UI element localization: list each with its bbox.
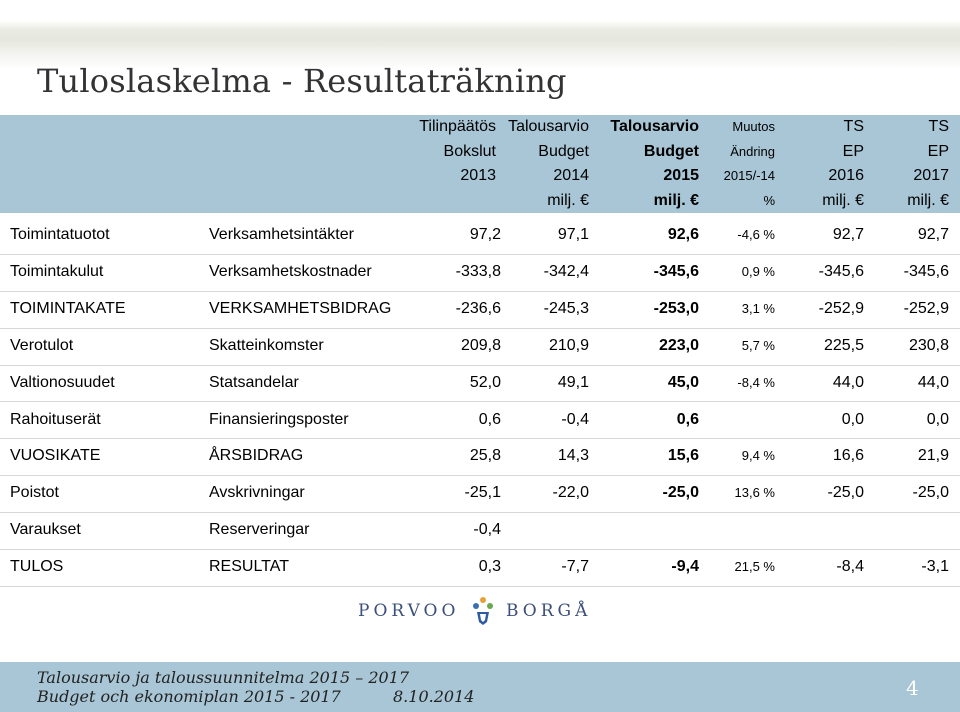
table-row bbox=[0, 512, 960, 550]
header-text: EP bbox=[842, 142, 864, 160]
value-change: -8,4 % bbox=[737, 374, 775, 390]
value-2013: 209,8 bbox=[460, 336, 501, 354]
table-row bbox=[0, 328, 960, 366]
row-label-sv: Verksamhetskostnader bbox=[209, 262, 372, 280]
logo-left-text: PORVOO bbox=[358, 601, 460, 621]
header-col-change bbox=[724, 115, 775, 213]
header-text: 2013 bbox=[460, 167, 496, 184]
header-text bbox=[419, 189, 496, 214]
value-2016: -8,4 bbox=[836, 558, 864, 576]
value-2014: 49,1 bbox=[557, 373, 589, 391]
footer-line-2: Budget och ekonomiplan 2015 - 2017 bbox=[37, 687, 341, 706]
value-2016: -252,9 bbox=[818, 299, 864, 317]
header-text: EP bbox=[927, 142, 949, 160]
value-2013: -333,8 bbox=[455, 262, 501, 280]
row-label-sv: Finansieringsposter bbox=[209, 410, 349, 428]
value-2015: 92,6 bbox=[667, 226, 699, 243]
row-label-fi: Varaukset bbox=[10, 521, 81, 539]
row-label-fi: Poistot bbox=[10, 484, 59, 502]
header-text: Tilinpäätös bbox=[419, 118, 496, 135]
row-label-fi: Toimintakulut bbox=[10, 262, 104, 280]
row-label-sv: RESULTAT bbox=[209, 558, 290, 576]
value-2014: 14,3 bbox=[557, 447, 589, 465]
table-row bbox=[0, 549, 960, 587]
value-2013: 25,8 bbox=[469, 447, 501, 465]
row-label-fi: TULOS bbox=[10, 558, 64, 576]
value-2014: -245,3 bbox=[543, 299, 589, 317]
value-2017: -3,1 bbox=[921, 558, 949, 576]
value-2017: 0,0 bbox=[926, 410, 949, 428]
value-2017: -25,0 bbox=[912, 484, 949, 502]
header-text: Ändring bbox=[730, 143, 775, 159]
value-2013: 0,6 bbox=[478, 410, 501, 428]
value-2013: -0,4 bbox=[473, 521, 501, 539]
table-row bbox=[0, 402, 960, 440]
value-2015: 15,6 bbox=[667, 447, 699, 465]
value-change: 3,1 % bbox=[741, 300, 775, 316]
logo-right-text: BORGÅ bbox=[506, 601, 592, 621]
header-text: Budget bbox=[538, 142, 589, 160]
value-2014: -0,4 bbox=[561, 410, 589, 428]
value-2015: 223,0 bbox=[658, 336, 699, 354]
table-header bbox=[0, 115, 960, 213]
header-text: 2016 bbox=[828, 167, 864, 184]
value-2016: 44,0 bbox=[832, 373, 864, 391]
value-change: 9,4 % bbox=[741, 448, 775, 464]
value-2017: -252,9 bbox=[903, 299, 949, 317]
header-col-2016 bbox=[822, 115, 864, 213]
table-row bbox=[0, 438, 960, 476]
header-text: Talousarvio bbox=[610, 118, 699, 135]
row-label-sv: Reserveringar bbox=[209, 521, 310, 539]
value-2013: 97,2 bbox=[469, 226, 501, 243]
value-2016: 225,5 bbox=[823, 336, 864, 354]
table-row bbox=[0, 475, 960, 513]
table-row bbox=[0, 291, 960, 329]
value-2015: -253,0 bbox=[653, 299, 699, 317]
header-text: 2015/-14 bbox=[723, 168, 775, 183]
value-2017: 21,9 bbox=[917, 447, 949, 465]
footer-date: 8.10.2014 bbox=[393, 687, 475, 706]
value-change: 21,5 % bbox=[734, 559, 775, 575]
header-text: Bokslut bbox=[443, 142, 496, 160]
header-text: TS bbox=[928, 118, 949, 135]
logo-emblem-icon bbox=[473, 597, 493, 625]
row-label-fi: Valtionosuudet bbox=[10, 373, 115, 391]
row-label-fi: Verotulot bbox=[10, 336, 74, 354]
value-2013: -236,6 bbox=[455, 299, 501, 317]
value-2015: -345,6 bbox=[653, 262, 699, 280]
value-2015: 0,6 bbox=[676, 410, 699, 428]
header-text: milj. € bbox=[907, 191, 949, 209]
value-2014: 210,9 bbox=[548, 336, 589, 354]
row-label-fi: TOIMINTAKATE bbox=[10, 299, 126, 317]
header-col-2017 bbox=[907, 115, 949, 213]
row-label-sv: Verksamhetsintäkter bbox=[209, 226, 354, 243]
value-2014: -7,7 bbox=[561, 558, 589, 576]
table-row bbox=[0, 365, 960, 403]
row-label-fi: VUOSIKATE bbox=[10, 447, 101, 465]
value-2017: 92,7 bbox=[917, 226, 949, 243]
row-label-sv: Avskrivningar bbox=[209, 484, 305, 502]
header-text: 2014 bbox=[553, 167, 589, 184]
header-col-2014 bbox=[508, 115, 589, 213]
value-2016: 16,6 bbox=[832, 447, 864, 465]
value-change: -4,6 % bbox=[737, 227, 775, 242]
value-2017: 230,8 bbox=[908, 336, 949, 354]
row-label-sv: Skatteinkomster bbox=[209, 336, 324, 354]
header-text: milj. € bbox=[822, 191, 864, 209]
header-text: Budget bbox=[643, 142, 699, 160]
row-label-fi: Toimintatuotot bbox=[10, 226, 110, 243]
header-text: Talousarvio bbox=[508, 118, 589, 135]
header-text: Muutos bbox=[732, 119, 775, 134]
value-2016: 92,7 bbox=[832, 226, 864, 243]
table-row bbox=[0, 217, 960, 255]
header-text: milj. € bbox=[547, 191, 589, 209]
value-2013: 0,3 bbox=[478, 558, 501, 576]
header-text: 2017 bbox=[913, 167, 949, 184]
header-col-2013 bbox=[419, 115, 496, 213]
header-text: TS bbox=[843, 118, 864, 135]
page-number: 4 bbox=[906, 676, 919, 700]
row-label-sv: Statsandelar bbox=[209, 373, 299, 391]
value-2015: -9,4 bbox=[671, 558, 699, 576]
value-2014: 97,1 bbox=[557, 226, 589, 243]
value-change: 5,7 % bbox=[741, 337, 775, 353]
value-2017: 44,0 bbox=[917, 373, 949, 391]
value-2015: -25,0 bbox=[662, 484, 699, 502]
value-2016: -25,0 bbox=[827, 484, 864, 502]
header-text: milj. € bbox=[653, 191, 699, 209]
header-col-2015 bbox=[610, 115, 699, 213]
value-2017: -345,6 bbox=[903, 262, 949, 280]
value-2013: 52,0 bbox=[469, 373, 501, 391]
row-label-sv: ÅRSBIDRAG bbox=[209, 447, 304, 465]
value-2013: -25,1 bbox=[464, 484, 501, 502]
value-2014: -342,4 bbox=[543, 262, 589, 280]
row-label-sv: VERKSAMHETSBIDRAG bbox=[209, 299, 392, 317]
porvoo-borga-logo bbox=[358, 590, 604, 630]
row-label-fi: Rahoituserät bbox=[10, 410, 101, 428]
value-2016: 0,0 bbox=[841, 410, 864, 428]
value-2014: -22,0 bbox=[552, 484, 589, 502]
value-2015: 45,0 bbox=[667, 373, 699, 391]
value-change: 13,6 % bbox=[734, 485, 775, 501]
slide-title: Tuloslaskelma - Resultaträkning bbox=[37, 62, 567, 100]
header-text: % bbox=[763, 192, 775, 208]
header-text: 2015 bbox=[663, 167, 699, 184]
table-row bbox=[0, 254, 960, 292]
value-2016: -345,6 bbox=[818, 262, 864, 280]
value-change: 0,9 % bbox=[741, 263, 775, 279]
footer-line-1: Talousarvio ja taloussuunnitelma 2015 – 2017 bbox=[37, 668, 410, 687]
